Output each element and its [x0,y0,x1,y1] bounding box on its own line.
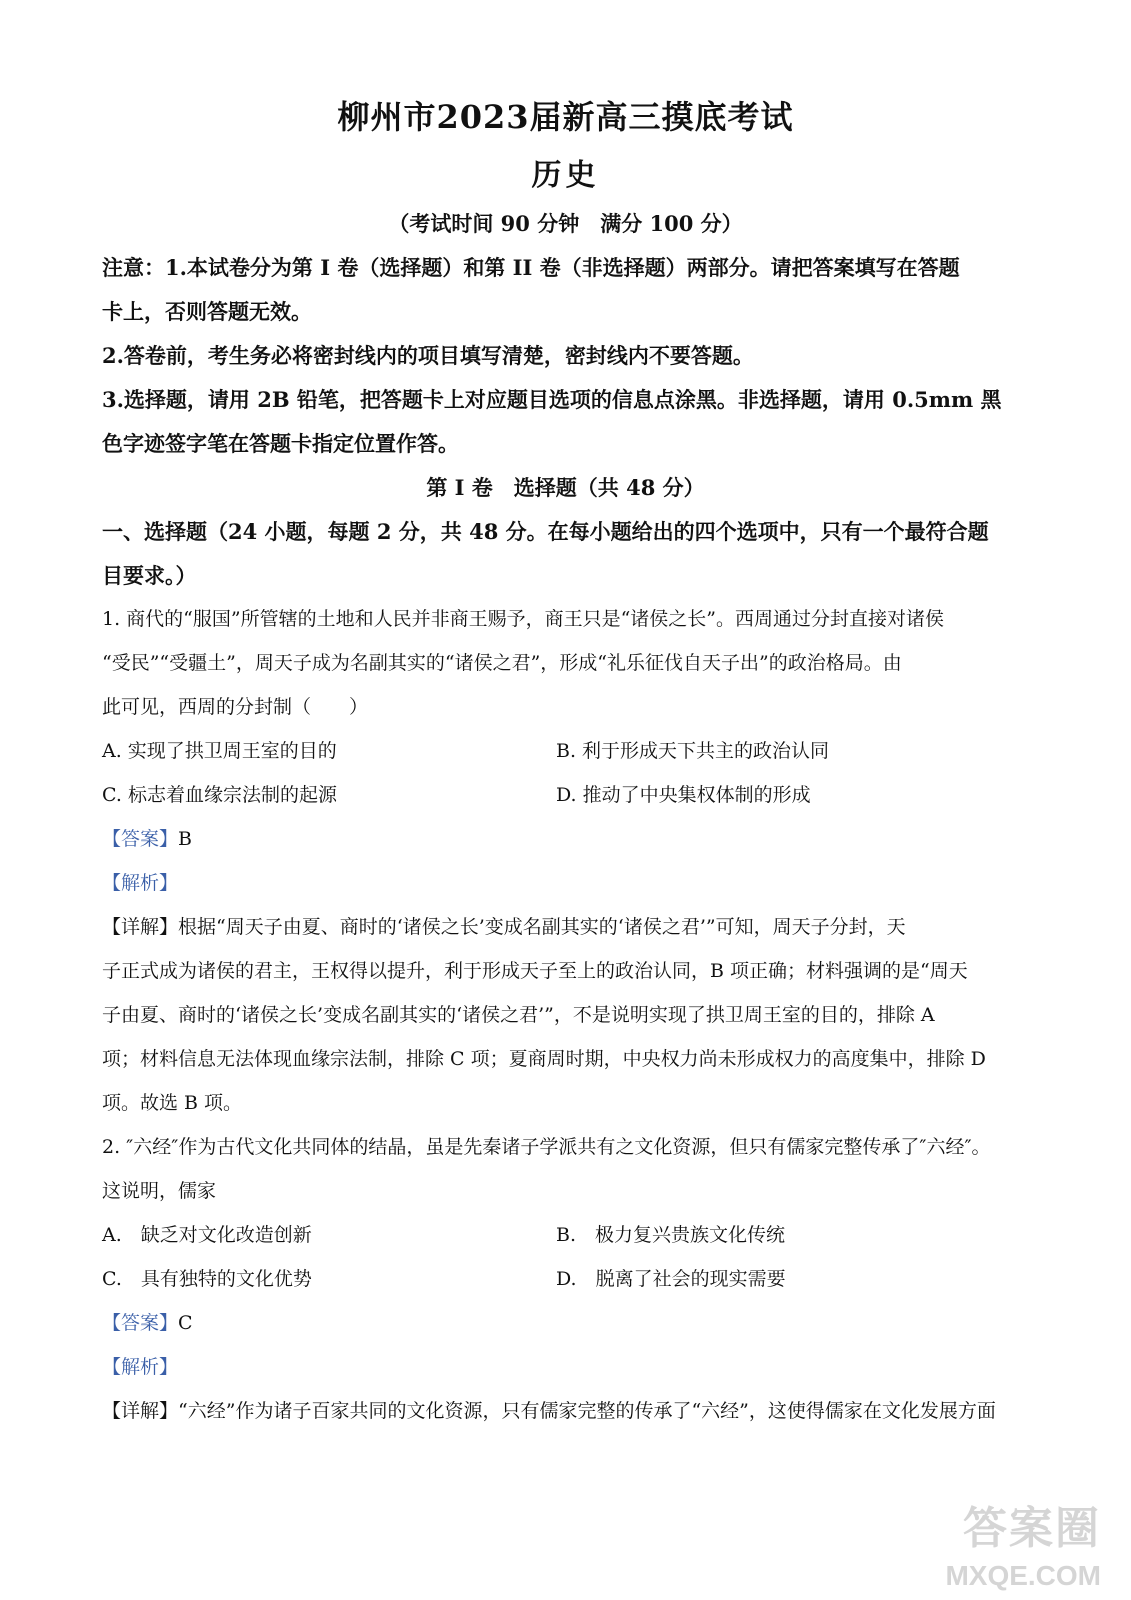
section-intro-2: 目要求。） [102,563,197,588]
q1-answer-value: B [178,828,192,850]
note-line-1: 注意：1.本试卷分为第 I 卷（选择题）和第 II 卷（非选择题）两部分。请把答案填写在答题 [102,255,960,280]
q1-detail-4: 项；材料信息无法体现血缘宗法制，排除 C 项；夏商周时期，中央权力尚未形成权力的高度集中，排除 D [102,1048,986,1070]
q2-option-b: B. 极力复兴贵族文化传统 [556,1224,786,1246]
q1-option-b: B. 利于形成天下共主的政治认同 [556,740,830,762]
q1-option-a: A. 实现了拱卫周王室的目的 [102,740,337,762]
note-line-3: 2.答卷前，考生务必将密封线内的项目填写清楚，密封线内不要答题。 [102,343,754,368]
note-line-5: 色字迹签字笔在答题卡指定位置作答。 [102,431,459,456]
q2-option-a: A. 缺乏对文化改造创新 [102,1224,312,1246]
note-line-4: 3.选择题，请用 2B 铅笔，把答题卡上对应题目选项的信息点涂黑。非选择题，请用 0.5mm 黑 [102,387,1002,412]
watermark-logo [911,1492,1101,1592]
q2-option-d: D. 脱离了社会的现实需要 [556,1268,786,1290]
exam-title: 柳州市2023届新高三摸底考试 [337,98,794,136]
section-title: 第 I 卷 选择题（共 48 分） [426,475,705,500]
q2-analysis-tag: 【解析】 [102,1356,179,1378]
q1-option-d: D. 推动了中央集权体制的形成 [556,784,811,806]
q2-stem-2: 这说明，儒家 [102,1180,217,1202]
watermark-top-text: 答案圈 [963,1503,1101,1554]
q2-answer-tag: 【答案】 [102,1312,179,1334]
q1-answer-tag: 【答案】 [102,828,179,850]
subject-title: 历史 [531,158,600,193]
q1-option-c: C. 标志着血缘宗法制的起源 [102,784,337,806]
q1-stem-1: 1. 商代的“服国”所管辖的土地和人民并非商王赐予，商王只是“诸侯之长”。西周通过分封直接对诸侯 [102,608,945,630]
exam-info: （考试时间 90 分钟 满分 100 分） [388,211,743,236]
q2-answer [102,1308,193,1335]
note-line-2: 卡上，否则答题无效。 [102,299,312,324]
q2-option-c: C. 具有独特的文化优势 [102,1268,312,1290]
q2-detail-tag: 【详解】 [102,1400,179,1422]
q2-detail-1 [102,1396,996,1423]
q1-detail-5: 项。故选 B 项。 [102,1092,243,1114]
q1-analysis-tag: 【解析】 [102,872,179,894]
q1-detail-2: 子正式成为诸侯的君主，王权得以提升，利于形成天子至上的政治认同，B 项正确；材料强调的是“周天 [102,960,968,982]
q2-detail-text-1: “六经”作为诸子百家共同的文化资源，只有儒家完整的传承了“六经”，这使得儒家在文化发展方面 [178,1400,996,1422]
q2-stem-1: 2. ″六经″作为古代文化共同体的结晶，虽是先秦诸子学派共有之文化资源，但只有儒家完整传承了″六经″。 [102,1136,991,1158]
watermark-bottom-text: MXQE.COM [945,1560,1101,1591]
q1-stem-3: 此可见，西周的分封制（ ） [102,696,369,718]
q1-detail-3: 子由夏、商时的‘诸侯之长’变成名副其实的‘诸侯之君’”，不是说明实现了拱卫周王室的目的，排除 A [102,1004,935,1026]
q1-answer [102,824,192,851]
section-intro-1: 一、选择题（24 小题，每题 2 分，共 48 分。在每小题给出的四个选项中，只有一个最符合题 [102,519,989,544]
q1-stem-2: “受民”“受疆土”，周天子成为名副其实的“诸侯之君”，形成“礼乐征伐自天子出”的政治格局。由 [102,652,902,674]
q1-detail-text-1: 根据“周天子由夏、商时的‘诸侯之长’变成名副其实的‘诸侯之君’”可知，周天子分封，天 [178,916,906,938]
q1-detail-1 [102,912,906,939]
q1-detail-tag: 【详解】 [102,916,179,938]
q2-answer-value: C [178,1312,193,1334]
